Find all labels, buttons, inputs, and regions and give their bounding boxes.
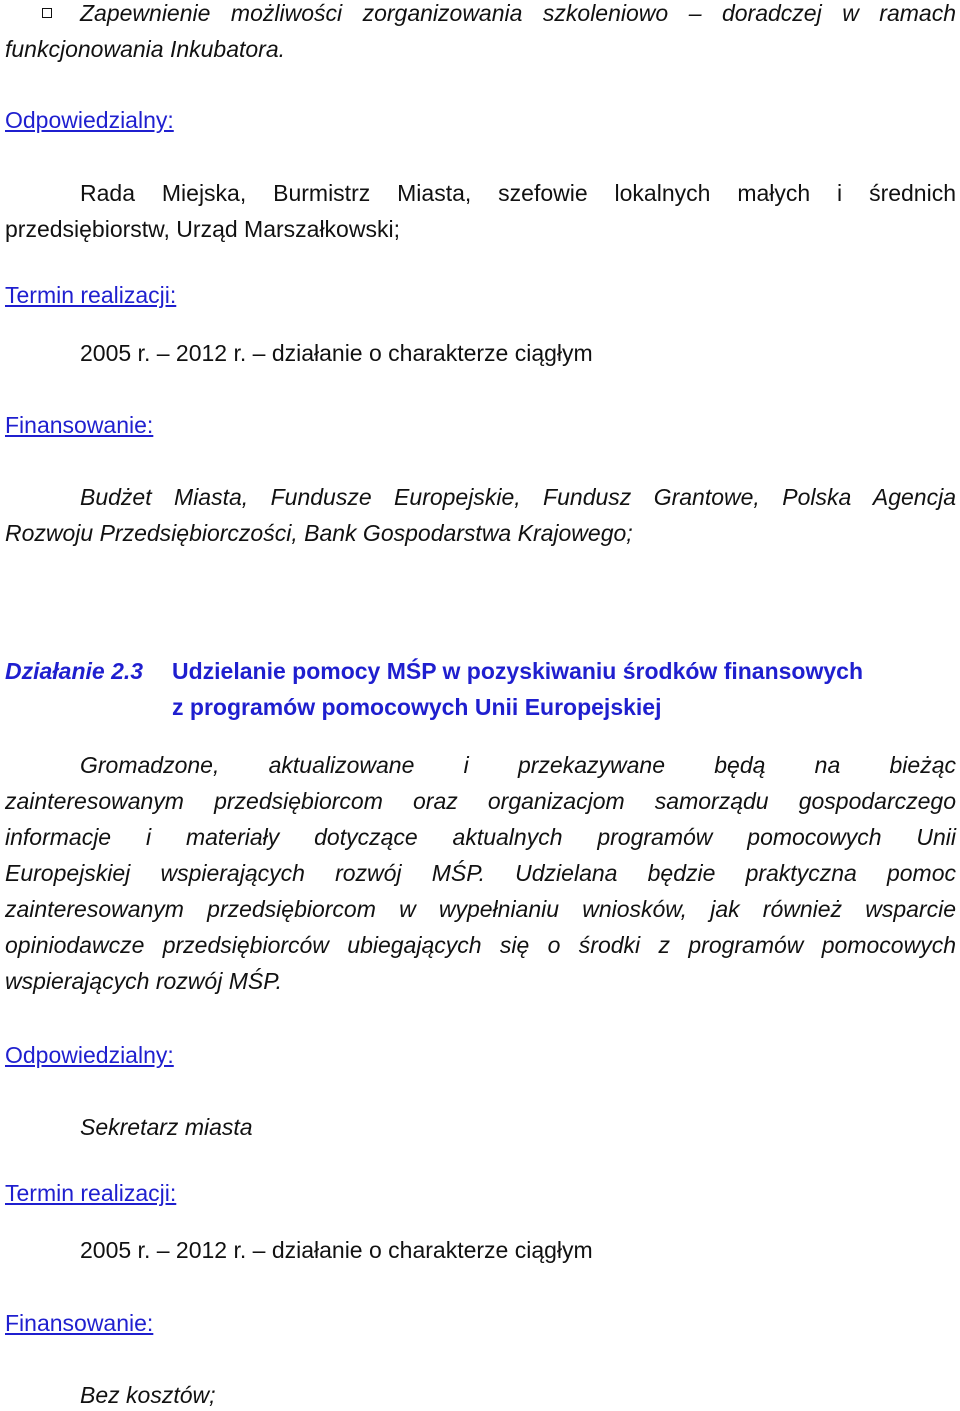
funding-heading: Finansowanie: xyxy=(5,412,154,438)
bullet-text-line1: Zapewnienie możliwości zorganizowania szkoleniowo – doradczej w ramach xyxy=(80,0,956,26)
description-line: zainteresowanym przedsiębiorcom w wypełnianiu wniosków, jak również wsparcie xyxy=(5,896,956,922)
action-title-line1: Udzielanie pomocy MŚP w pozyskiwaniu środków finansowych xyxy=(172,658,863,684)
funding-text-2: Bez kosztów; xyxy=(80,1382,216,1408)
responsible-text-line1: Rada Miejska, Burmistrz Miasta, szefowie lokalnych małych i średnich xyxy=(80,180,956,206)
description-line: Europejskiej wspierających rozwój MŚP. Udzielana będzie praktyczna pomoc xyxy=(5,860,956,886)
term-text-2: 2005 r. – 2012 r. – działanie o charakterze ciągłym xyxy=(80,1237,593,1263)
term-heading: Termin realizacji: xyxy=(5,282,177,308)
description-line: wspierających rozwój MŚP. xyxy=(5,968,282,994)
action-label: Działanie 2.3 xyxy=(5,658,144,684)
description-line: opiniodawcze przedsiębiorców ubiegających się o środki z programów pomocowych xyxy=(5,932,956,958)
funding-text-line1: Budżet Miasta, Fundusze Europejskie, Fundusz Grantowe, Polska Agencja xyxy=(80,484,956,510)
funding-heading-2: Finansowanie: xyxy=(5,1310,154,1336)
responsible-text-line2: przedsiębiorstw, Urząd Marszałkowski; xyxy=(5,216,400,242)
responsible-heading-2: Odpowiedzialny: xyxy=(5,1042,174,1068)
funding-text-line2: Rozwoju Przedsiębiorczości, Bank Gospodarstwa Krajowego; xyxy=(5,520,633,546)
term-heading-2: Termin realizacji: xyxy=(5,1180,177,1206)
description-line: Gromadzone, aktualizowane i przekazywane będą na bieżąc xyxy=(80,752,956,778)
description-line: zainteresowanym przedsiębiorcom oraz organizacjom samorządu gospodarczego xyxy=(5,788,956,814)
description-paragraph xyxy=(5,747,956,999)
responsible-heading: Odpowiedzialny: xyxy=(5,107,174,133)
responsible-text-2: Sekretarz miasta xyxy=(80,1114,253,1140)
action-title-line2: z programów pomocowych Unii Europejskiej xyxy=(172,694,662,720)
term-text: 2005 r. – 2012 r. – działanie o charakterze ciągłym xyxy=(80,340,593,366)
description-line: informacje i materiały dotyczące aktualnych programów pomocowych Unii xyxy=(5,824,956,850)
bullet-text-line2: funkcjonowania Inkubatora. xyxy=(5,36,286,62)
checkbox-bullet-icon xyxy=(42,8,52,18)
